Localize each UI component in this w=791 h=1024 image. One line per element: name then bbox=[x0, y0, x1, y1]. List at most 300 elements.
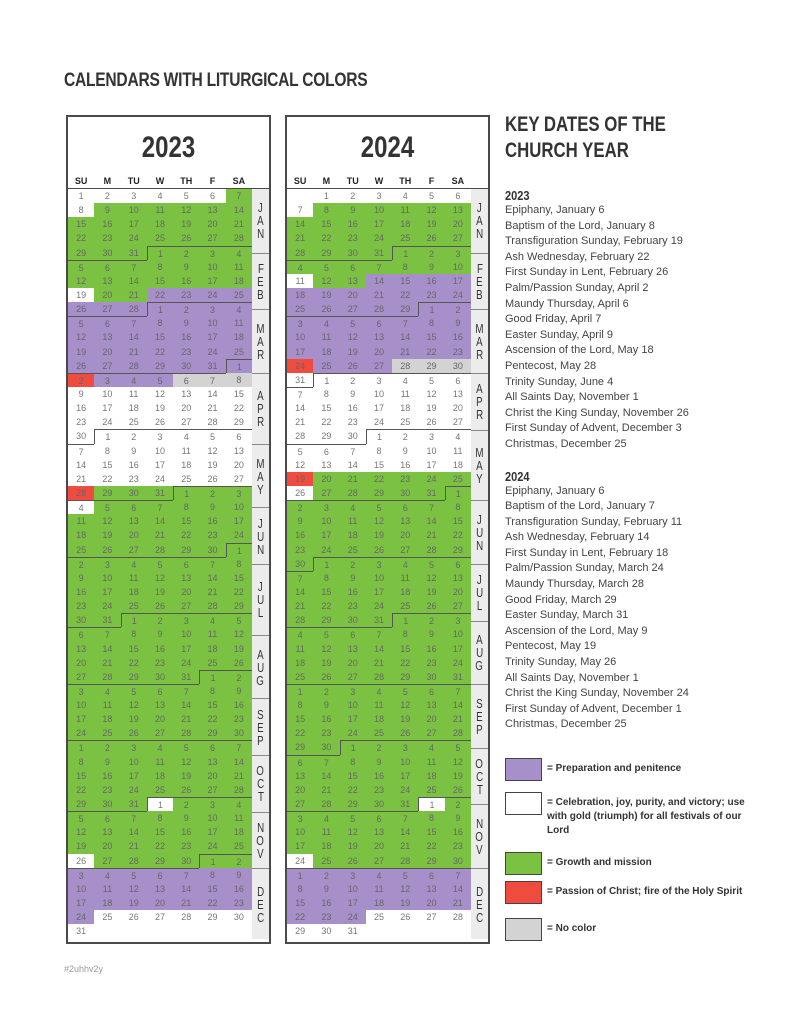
week-row bbox=[68, 415, 252, 429]
day-cell: 24 bbox=[199, 839, 225, 853]
day-cell: 14 bbox=[366, 274, 392, 288]
day-cell: 6 bbox=[418, 684, 444, 698]
day-cell: 4 bbox=[366, 868, 392, 882]
day-cell: 25 bbox=[226, 839, 252, 853]
month-label-jan: J A N bbox=[471, 189, 488, 253]
day-cell: 2 bbox=[173, 797, 199, 811]
day-cell: 20 bbox=[147, 712, 173, 726]
day-cell: 20 bbox=[445, 585, 471, 599]
day-cell: 14 bbox=[121, 274, 147, 288]
day-cell: 11 bbox=[366, 882, 392, 896]
day-cell: 1 bbox=[147, 302, 173, 316]
day-cell: 24 bbox=[366, 231, 392, 245]
day-cell: 1 bbox=[226, 359, 252, 373]
day-cell: 5 bbox=[366, 500, 392, 514]
day-cell: 3 bbox=[340, 684, 366, 698]
day-cell: 9 bbox=[199, 500, 225, 514]
day-cell: 18 bbox=[94, 712, 120, 726]
day-grid bbox=[287, 188, 471, 938]
day-cell: 15 bbox=[392, 274, 418, 288]
day-cell: 24 bbox=[147, 472, 173, 486]
day-cell: 26 bbox=[418, 599, 444, 613]
day-cell: 31 bbox=[68, 924, 94, 938]
day-cell: 17 bbox=[445, 274, 471, 288]
day-cell: 16 bbox=[68, 585, 94, 599]
day-cell: 25 bbox=[287, 302, 313, 316]
day-cell: 18 bbox=[68, 528, 94, 542]
day-cell: 19 bbox=[147, 401, 173, 415]
day-cell: 4 bbox=[121, 373, 147, 387]
key-date-item: Ash Wednesday, February 14 bbox=[505, 531, 650, 544]
day-cell: 6 bbox=[147, 868, 173, 882]
day-cell: 16 bbox=[313, 896, 339, 910]
key-date-item: Ash Wednesday, February 22 bbox=[505, 250, 650, 263]
day-cell: 4 bbox=[226, 797, 252, 811]
day-cell: 31 bbox=[121, 246, 147, 260]
day-cell: 6 bbox=[445, 189, 471, 203]
day-cell: 11 bbox=[226, 260, 252, 274]
gray-swatch-icon bbox=[505, 918, 542, 941]
day-cell: 12 bbox=[173, 203, 199, 217]
day-cell: 17 bbox=[366, 401, 392, 415]
day-cell: 17 bbox=[121, 769, 147, 783]
week-row bbox=[287, 755, 471, 769]
day-cell: 5 bbox=[445, 740, 471, 754]
day-cell: 10 bbox=[147, 444, 173, 458]
week-row bbox=[287, 345, 471, 359]
day-cell: 8 bbox=[392, 260, 418, 274]
day-cell: 1 bbox=[418, 797, 444, 811]
day-cell: 13 bbox=[173, 387, 199, 401]
day-cell: 13 bbox=[445, 203, 471, 217]
day-cell: 25 bbox=[121, 415, 147, 429]
day-cell: 20 bbox=[445, 217, 471, 231]
key-date-item: First Sunday of Advent, December 3 bbox=[505, 422, 682, 435]
day-cell: 7 bbox=[445, 868, 471, 882]
week-row bbox=[287, 472, 471, 486]
day-cell: 25 bbox=[173, 472, 199, 486]
day-cell: 11 bbox=[68, 514, 94, 528]
day-cell: 28 bbox=[313, 797, 339, 811]
day-cell: 29 bbox=[147, 854, 173, 868]
day-cell: 17 bbox=[199, 825, 225, 839]
day-cell: 17 bbox=[418, 458, 444, 472]
day-cell: 22 bbox=[287, 726, 313, 740]
day-cell: 3 bbox=[287, 811, 313, 825]
week-row bbox=[287, 599, 471, 613]
calendar-year: 2023 bbox=[141, 131, 196, 164]
day-cell: 8 bbox=[445, 500, 471, 514]
day-cell: 8 bbox=[392, 627, 418, 641]
day-cell: 6 bbox=[173, 373, 199, 387]
day-cell: 26 bbox=[173, 783, 199, 797]
day-cell: 17 bbox=[147, 458, 173, 472]
day-cell: 5 bbox=[392, 868, 418, 882]
day-cell: 14 bbox=[94, 642, 120, 656]
day-cell: 9 bbox=[418, 627, 444, 641]
day-cell: 16 bbox=[226, 882, 252, 896]
weekday-label: TU bbox=[127, 176, 140, 186]
day-cell: 4 bbox=[392, 557, 418, 571]
day-cell: 16 bbox=[147, 642, 173, 656]
day-cell: 12 bbox=[418, 571, 444, 585]
day-cell: 23 bbox=[121, 472, 147, 486]
day-cell: 3 bbox=[418, 429, 444, 443]
day-cell: 22 bbox=[199, 896, 225, 910]
day-cell: 2 bbox=[147, 613, 173, 627]
day-cell: 1 bbox=[313, 557, 339, 571]
day-cell: 22 bbox=[199, 712, 225, 726]
day-cell: 15 bbox=[199, 698, 225, 712]
week-row bbox=[287, 514, 471, 528]
day-cell: 7 bbox=[199, 557, 225, 571]
day-cell: 3 bbox=[445, 246, 471, 260]
day-cell: 13 bbox=[68, 642, 94, 656]
key-date-item: Trinity Sunday, June 4 bbox=[505, 375, 614, 388]
day-cell: 18 bbox=[94, 896, 120, 910]
day-cell: 20 bbox=[94, 839, 120, 853]
day-cell: 26 bbox=[121, 726, 147, 740]
day-cell: 20 bbox=[313, 472, 339, 486]
day-cell: 12 bbox=[147, 387, 173, 401]
day-cell: 21 bbox=[366, 656, 392, 670]
month-label-mar: M A R bbox=[252, 309, 269, 373]
key-date-item: Epiphany, January 6 bbox=[505, 204, 605, 216]
day-cell: 15 bbox=[313, 585, 339, 599]
legend-item-purple bbox=[505, 758, 745, 781]
day-cell: 27 bbox=[173, 599, 199, 613]
day-cell: 3 bbox=[313, 500, 339, 514]
day-cell bbox=[418, 924, 444, 938]
day-cell: 22 bbox=[226, 585, 252, 599]
day-grid bbox=[68, 188, 252, 938]
day-cell: 12 bbox=[340, 330, 366, 344]
day-cell: 21 bbox=[313, 783, 339, 797]
day-cell: 22 bbox=[287, 910, 313, 924]
day-cell: 20 bbox=[94, 345, 120, 359]
day-cell: 14 bbox=[445, 698, 471, 712]
day-cell: 16 bbox=[340, 217, 366, 231]
day-cell: 7 bbox=[313, 755, 339, 769]
day-cell: 27 bbox=[287, 797, 313, 811]
day-cell: 9 bbox=[173, 260, 199, 274]
day-cell: 29 bbox=[68, 797, 94, 811]
day-cell: 15 bbox=[226, 387, 252, 401]
week-row bbox=[68, 458, 252, 472]
week-row bbox=[287, 373, 471, 387]
day-cell: 23 bbox=[226, 896, 252, 910]
day-cell: 5 bbox=[68, 316, 94, 330]
day-cell: 20 bbox=[287, 783, 313, 797]
day-cell: 11 bbox=[313, 330, 339, 344]
day-cell: 4 bbox=[94, 868, 120, 882]
day-cell: 14 bbox=[287, 585, 313, 599]
week-row bbox=[68, 373, 252, 387]
week-row bbox=[68, 514, 252, 528]
week-row bbox=[287, 557, 471, 571]
day-cell: 16 bbox=[366, 769, 392, 783]
day-cell: 20 bbox=[340, 656, 366, 670]
day-cell: 25 bbox=[287, 670, 313, 684]
day-cell: 24 bbox=[226, 528, 252, 542]
day-cell: 23 bbox=[173, 345, 199, 359]
legend-label: = Preparation and penitence bbox=[547, 763, 682, 774]
day-cell: 21 bbox=[173, 712, 199, 726]
week-row bbox=[68, 359, 252, 373]
day-cell: 10 bbox=[94, 387, 120, 401]
week-row bbox=[68, 330, 252, 344]
week-row bbox=[287, 726, 471, 740]
day-cell: 11 bbox=[121, 387, 147, 401]
week-row bbox=[287, 444, 471, 458]
day-cell: 27 bbox=[313, 486, 339, 500]
day-cell: 14 bbox=[121, 825, 147, 839]
day-cell: 1 bbox=[340, 740, 366, 754]
day-cell bbox=[226, 924, 252, 938]
week-row bbox=[68, 316, 252, 330]
day-cell: 5 bbox=[68, 260, 94, 274]
key-date-item: Christmas, December 25 bbox=[505, 437, 627, 450]
key-date-item: Easter Sunday, April 9 bbox=[505, 328, 614, 341]
month-labels bbox=[252, 188, 269, 939]
day-cell: 28 bbox=[392, 359, 418, 373]
day-cell: 11 bbox=[366, 698, 392, 712]
key-date-item: Ascension of the Lord, May 9 bbox=[505, 624, 648, 637]
day-cell: 24 bbox=[313, 543, 339, 557]
day-cell: 30 bbox=[392, 486, 418, 500]
legend-item-gray bbox=[505, 918, 745, 941]
day-cell: 26 bbox=[173, 231, 199, 245]
day-cell: 6 bbox=[340, 627, 366, 641]
day-cell: 1 bbox=[94, 429, 120, 443]
day-cell: 14 bbox=[121, 330, 147, 344]
week-row bbox=[68, 656, 252, 670]
day-cell: 25 bbox=[340, 543, 366, 557]
day-cell: 15 bbox=[445, 514, 471, 528]
week-row bbox=[68, 854, 252, 868]
key-date-item: Good Friday, April 7 bbox=[505, 313, 602, 326]
day-cell: 6 bbox=[226, 429, 252, 443]
day-cell: 3 bbox=[121, 740, 147, 754]
day-cell: 11 bbox=[199, 627, 225, 641]
day-cell: 10 bbox=[94, 571, 120, 585]
key-date-item: Maundy Thursday, April 6 bbox=[505, 297, 629, 310]
day-cell: 26 bbox=[68, 359, 94, 373]
day-cell: 26 bbox=[147, 415, 173, 429]
day-cell: 23 bbox=[313, 910, 339, 924]
day-cell: 27 bbox=[366, 359, 392, 373]
day-cell: 30 bbox=[418, 670, 444, 684]
day-cell bbox=[94, 924, 120, 938]
week-row bbox=[287, 910, 471, 924]
day-cell: 31 bbox=[147, 486, 173, 500]
day-cell: 5 bbox=[418, 373, 444, 387]
day-cell: 4 bbox=[226, 246, 252, 260]
day-cell: 11 bbox=[392, 387, 418, 401]
day-cell: 4 bbox=[147, 189, 173, 203]
key-date-item: Pentecost, May 28 bbox=[505, 359, 597, 372]
key-date-item: All Saints Day, November 1 bbox=[505, 391, 639, 404]
day-cell: 4 bbox=[313, 316, 339, 330]
day-cell: 27 bbox=[68, 670, 94, 684]
weekday-label: TH bbox=[399, 176, 412, 186]
key-dates-list bbox=[505, 188, 765, 733]
day-cell: 2 bbox=[226, 670, 252, 684]
day-cell: 13 bbox=[445, 571, 471, 585]
day-cell: 20 bbox=[173, 585, 199, 599]
day-cell: 27 bbox=[445, 231, 471, 245]
week-row bbox=[68, 839, 252, 853]
day-cell: 13 bbox=[121, 514, 147, 528]
day-cell: 29 bbox=[68, 246, 94, 260]
day-cell: 14 bbox=[313, 769, 339, 783]
day-cell: 30 bbox=[445, 359, 471, 373]
key-date-item: Palm/Passion Sunday, April 2 bbox=[505, 281, 649, 294]
day-cell: 6 bbox=[392, 500, 418, 514]
day-cell: 8 bbox=[313, 571, 339, 585]
day-cell: 11 bbox=[94, 698, 120, 712]
day-cell: 27 bbox=[226, 472, 252, 486]
day-cell: 28 bbox=[366, 302, 392, 316]
day-cell: 2 bbox=[340, 373, 366, 387]
day-cell: 7 bbox=[287, 571, 313, 585]
day-cell: 7 bbox=[173, 868, 199, 882]
key-dates-panel bbox=[505, 112, 765, 733]
day-cell: 3 bbox=[366, 557, 392, 571]
day-cell: 17 bbox=[199, 274, 225, 288]
month-label-aug: A U G bbox=[252, 635, 269, 699]
day-cell: 7 bbox=[287, 387, 313, 401]
week-row bbox=[68, 811, 252, 825]
day-cell: 28 bbox=[287, 429, 313, 443]
day-cell: 16 bbox=[173, 274, 199, 288]
day-cell: 14 bbox=[418, 514, 444, 528]
day-cell: 26 bbox=[94, 543, 120, 557]
day-cell: 30 bbox=[226, 910, 252, 924]
day-cell: 10 bbox=[445, 260, 471, 274]
day-cell: 21 bbox=[418, 528, 444, 542]
day-cell: 27 bbox=[199, 231, 225, 245]
day-cell: 21 bbox=[68, 472, 94, 486]
week-row bbox=[68, 627, 252, 641]
day-cell: 18 bbox=[313, 345, 339, 359]
day-cell: 28 bbox=[199, 415, 225, 429]
day-cell: 30 bbox=[121, 486, 147, 500]
day-cell: 28 bbox=[366, 670, 392, 684]
weekday-label: W bbox=[374, 176, 384, 186]
day-cell: 6 bbox=[445, 373, 471, 387]
day-cell: 28 bbox=[287, 613, 313, 627]
day-cell: 20 bbox=[366, 839, 392, 853]
day-cell: 12 bbox=[199, 444, 225, 458]
day-cell: 31 bbox=[199, 359, 225, 373]
week-row bbox=[287, 656, 471, 670]
day-cell: 12 bbox=[418, 387, 444, 401]
day-cell: 24 bbox=[366, 415, 392, 429]
day-cell: 31 bbox=[340, 924, 366, 938]
day-cell: 20 bbox=[418, 896, 444, 910]
weekday-label: SA bbox=[232, 176, 246, 186]
week-row bbox=[287, 415, 471, 429]
day-cell: 22 bbox=[418, 345, 444, 359]
day-cell: 10 bbox=[340, 882, 366, 896]
day-cell: 22 bbox=[392, 288, 418, 302]
day-cell: 13 bbox=[418, 882, 444, 896]
day-cell: 28 bbox=[445, 726, 471, 740]
day-cell: 28 bbox=[226, 783, 252, 797]
month-label-jan: J A N bbox=[252, 189, 269, 253]
week-row bbox=[68, 543, 252, 557]
day-cell: 17 bbox=[68, 896, 94, 910]
day-cell: 29 bbox=[340, 797, 366, 811]
day-cell: 17 bbox=[68, 712, 94, 726]
day-cell: 8 bbox=[287, 698, 313, 712]
day-cell: 15 bbox=[68, 217, 94, 231]
week-row bbox=[287, 854, 471, 868]
day-cell: 12 bbox=[340, 825, 366, 839]
key-date-item: First Sunday in Lent, February 26 bbox=[505, 266, 669, 279]
month-label-feb: F E B bbox=[471, 253, 488, 310]
day-cell: 21 bbox=[445, 712, 471, 726]
day-cell: 12 bbox=[418, 203, 444, 217]
day-cell: 3 bbox=[199, 246, 225, 260]
day-cell: 4 bbox=[226, 302, 252, 316]
day-cell: 13 bbox=[366, 330, 392, 344]
day-cell: 18 bbox=[121, 585, 147, 599]
week-row bbox=[287, 670, 471, 684]
day-cell: 5 bbox=[313, 260, 339, 274]
week-row bbox=[68, 698, 252, 712]
day-cell: 22 bbox=[173, 528, 199, 542]
day-cell: 2 bbox=[173, 246, 199, 260]
day-cell: 25 bbox=[313, 854, 339, 868]
day-cell: 23 bbox=[418, 288, 444, 302]
day-cell: 7 bbox=[340, 444, 366, 458]
day-cell: 11 bbox=[287, 642, 313, 656]
day-cell: 12 bbox=[445, 755, 471, 769]
day-cell: 4 bbox=[121, 557, 147, 571]
day-cell: 30 bbox=[313, 740, 339, 754]
week-row bbox=[287, 330, 471, 344]
key-date-item: Palm/Passion Sunday, March 24 bbox=[505, 562, 664, 575]
day-cell: 18 bbox=[226, 825, 252, 839]
week-row bbox=[68, 288, 252, 302]
day-cell: 8 bbox=[121, 627, 147, 641]
week-row bbox=[68, 769, 252, 783]
calendar-2023 bbox=[66, 115, 271, 944]
day-cell: 19 bbox=[199, 458, 225, 472]
week-row bbox=[68, 274, 252, 288]
day-cell: 25 bbox=[366, 910, 392, 924]
week-row bbox=[287, 627, 471, 641]
day-cell: 18 bbox=[147, 769, 173, 783]
day-cell: 13 bbox=[147, 882, 173, 896]
day-cell: 15 bbox=[313, 217, 339, 231]
day-cell: 21 bbox=[340, 472, 366, 486]
day-cell: 26 bbox=[226, 656, 252, 670]
day-cell: 3 bbox=[199, 797, 225, 811]
day-cell: 6 bbox=[313, 444, 339, 458]
month-label-may: M A Y bbox=[471, 430, 488, 501]
month-label-oct: O C T bbox=[471, 748, 488, 805]
day-cell: 24 bbox=[68, 910, 94, 924]
day-cell: 4 bbox=[366, 684, 392, 698]
day-cell: 14 bbox=[226, 203, 252, 217]
key-date-item: Transfiguration Sunday, February 19 bbox=[505, 235, 683, 248]
day-cell: 8 bbox=[147, 260, 173, 274]
day-cell: 27 bbox=[94, 302, 120, 316]
week-row bbox=[68, 755, 252, 769]
